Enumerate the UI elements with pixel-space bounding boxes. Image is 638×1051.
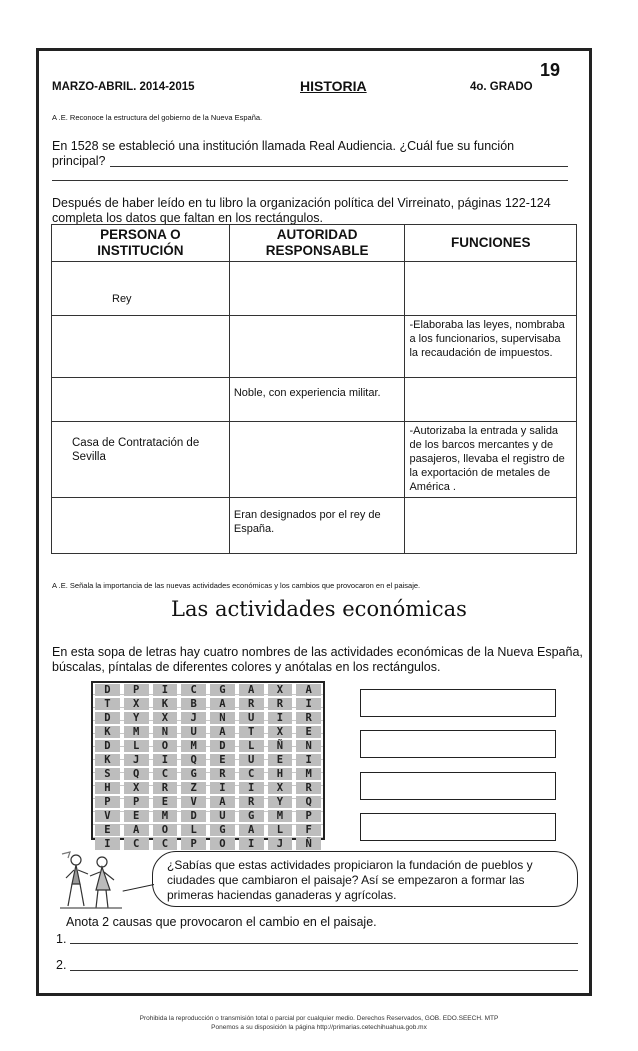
sopa-instructions-line1: En esta sopa de letras hay cuatro nombres de las actividades económicas de la Nueva España, xyxy=(52,645,583,659)
word-search-cell[interactable]: P xyxy=(296,810,321,822)
word-search-cell[interactable]: T xyxy=(239,726,264,738)
subject-title: HISTORIA xyxy=(300,78,367,94)
word-search-cell[interactable]: R xyxy=(268,698,293,710)
table-cell xyxy=(405,316,577,378)
word-search-cell[interactable]: E xyxy=(296,726,321,738)
word-search-cell[interactable]: Ñ xyxy=(268,740,293,752)
word-search-cell[interactable]: E xyxy=(153,796,178,808)
word-search-cell[interactable]: V xyxy=(181,796,206,808)
cause-1-number: 1. xyxy=(56,932,67,946)
word-search-cell[interactable]: D xyxy=(210,740,235,752)
cause-1-line[interactable] xyxy=(70,943,578,944)
word-search-cell[interactable]: Y xyxy=(268,796,293,808)
word-search-cell[interactable]: A xyxy=(124,824,149,836)
header-autoridad-line2: RESPONSABLE xyxy=(265,243,369,258)
word-search-cell[interactable]: V xyxy=(95,810,120,822)
word-search-cell[interactable]: I xyxy=(268,712,293,724)
header-funciones-line1: FUNCIONES xyxy=(450,235,531,250)
word-search-cell[interactable]: D xyxy=(95,712,120,724)
word-search-cell[interactable]: U xyxy=(210,810,235,822)
word-search-cell[interactable]: I xyxy=(153,684,178,696)
header-autoridad-line1: AUTORIDAD xyxy=(276,227,358,242)
word-search-cell[interactable]: X xyxy=(268,782,293,794)
word-search-cell[interactable]: L xyxy=(268,824,293,836)
word-search-cell[interactable]: L xyxy=(124,740,149,752)
word-search-cell[interactable]: E xyxy=(268,754,293,766)
instructions-line1: Después de haber leído en tu libro la organización política del Virreinato, páginas 122-124 xyxy=(52,196,551,210)
word-search-cell[interactable]: I xyxy=(210,782,235,794)
table-cell xyxy=(229,498,405,554)
word-search-cell[interactable]: I xyxy=(296,754,321,766)
table-cell[interactable] xyxy=(52,316,230,378)
word-search-cell[interactable]: C xyxy=(181,684,206,696)
word-search-cell[interactable]: I xyxy=(153,754,178,766)
word-search-cell[interactable]: R xyxy=(153,782,178,794)
word-search-cell[interactable]: A xyxy=(210,698,235,710)
cell-noble: Noble, con experiencia militar. xyxy=(233,387,381,399)
learning-outcome-1: A .E. Reconoce la estructura del gobierno de la Nueva España. xyxy=(52,113,263,122)
footer-line1: Prohibida la reproducción o transmisión total o parcial por cualquier medio. Derechos Reservados, GOB. EDO.SEECH. MTP xyxy=(139,1015,499,1022)
word-search-cell[interactable]: L xyxy=(181,824,206,836)
word-search-cell[interactable]: J xyxy=(268,838,293,850)
word-search-cell[interactable]: C xyxy=(153,838,178,850)
word-search-cell[interactable]: L xyxy=(239,740,264,752)
word-search-cell[interactable]: Q xyxy=(181,754,206,766)
table-cell[interactable] xyxy=(52,378,230,422)
word-search-cell[interactable]: X xyxy=(268,684,293,696)
word-search-cell[interactable]: J xyxy=(181,712,206,724)
header-persona-line1: PERSONA O xyxy=(100,227,181,242)
word-search-cell[interactable]: C xyxy=(153,768,178,780)
word-search-cell[interactable]: D xyxy=(95,684,120,696)
word-search-cell[interactable]: P xyxy=(124,684,149,696)
word-search-cell[interactable]: A xyxy=(210,796,235,808)
word-search-cell[interactable]: G xyxy=(210,684,235,696)
header-autoridad xyxy=(229,225,405,262)
speech-bubble xyxy=(152,851,578,907)
table-cell[interactable] xyxy=(52,498,230,554)
word-search-cell[interactable]: Q xyxy=(124,768,149,780)
word-search-cell[interactable]: Y xyxy=(124,712,149,724)
grade-label: 4o. GRADO xyxy=(470,81,533,93)
word-search-cell[interactable]: X xyxy=(153,712,178,724)
word-search-cell[interactable]: C xyxy=(124,838,149,850)
word-search-cell[interactable]: M xyxy=(268,810,293,822)
header-persona-line2: INSTITUCIÓN xyxy=(97,243,184,258)
word-search-cell[interactable]: N xyxy=(296,740,321,752)
word-search-cell[interactable]: R xyxy=(296,782,321,794)
answer-line-1[interactable] xyxy=(110,166,568,167)
word-search-cell[interactable]: C xyxy=(239,768,264,780)
word-search-cell[interactable]: U xyxy=(181,726,206,738)
section-title: Las actividades económicas xyxy=(171,597,467,621)
cell-casa-contratacion: Casa de Contratación de Sevilla xyxy=(72,437,200,463)
word-search-cell[interactable]: R xyxy=(210,768,235,780)
word-search-cell[interactable]: A xyxy=(296,684,321,696)
word-search-cell[interactable]: O xyxy=(153,824,178,836)
question-1-line1: En 1528 se estableció una institución llamada Real Audiencia. ¿Cuál fue su función xyxy=(52,139,515,153)
word-search-cell[interactable]: N xyxy=(210,712,235,724)
header-persona xyxy=(52,225,230,262)
word-search-cell[interactable]: Z xyxy=(181,782,206,794)
word-search-cell[interactable]: M xyxy=(181,740,206,752)
learning-outcome-2: A .E. Señala la importancia de las nuevas actividades económicas y los cambios que provocaron en el paisaje. xyxy=(52,581,421,590)
word-search-cell[interactable]: R xyxy=(239,698,264,710)
word-search-cell[interactable]: H xyxy=(268,768,293,780)
bubble-line1: ¿Sabías que estas actividades propiciaron la fundación de pueblos y xyxy=(167,858,533,872)
word-search-grid[interactable] xyxy=(91,681,325,850)
instructions-line2: completa los datos que faltan en los rectángulos. xyxy=(52,211,324,225)
table-cell xyxy=(229,378,405,422)
word-search-cell[interactable]: S xyxy=(95,768,120,780)
word-search-cell[interactable]: A xyxy=(239,824,264,836)
word-search-cell[interactable]: T xyxy=(95,698,120,710)
table-cell[interactable] xyxy=(405,378,577,422)
answer-box-4[interactable] xyxy=(360,813,556,841)
answer-box-3[interactable] xyxy=(360,772,556,800)
answer-box-1[interactable] xyxy=(360,689,556,717)
colonial-figures-illustration xyxy=(58,850,124,912)
footer-line2: Ponemos a su disposición la página http://primarias.cetechihuahua.gob.mx xyxy=(211,1024,427,1031)
word-search-cell[interactable]: D xyxy=(181,810,206,822)
period-label: MARZO-ABRIL. 2014-2015 xyxy=(52,81,195,93)
word-search-cell[interactable]: I xyxy=(95,838,120,850)
word-search-cell[interactable]: O xyxy=(210,838,235,850)
bubble-line3: primeras haciendas ganaderas y agrícolas. xyxy=(167,888,397,902)
word-search-cell[interactable]: G xyxy=(181,768,206,780)
word-search-cell[interactable]: X xyxy=(124,698,149,710)
word-search-cell[interactable]: E xyxy=(210,754,235,766)
word-search-cell[interactable]: G xyxy=(239,810,264,822)
header-funciones xyxy=(405,225,577,262)
word-search-cell[interactable]: X xyxy=(124,782,149,794)
word-search-cell[interactable]: M xyxy=(153,810,178,822)
word-search-cell[interactable]: Q xyxy=(296,796,321,808)
word-search-cell[interactable]: X xyxy=(268,726,293,738)
word-search-cell[interactable]: K xyxy=(95,726,120,738)
cause-2-number: 2. xyxy=(56,958,67,972)
word-search-cell[interactable]: H xyxy=(95,782,120,794)
cause-2-line[interactable] xyxy=(70,970,578,971)
cell-function-alcalde: -Elaboraba las leyes, nombraba a los funcionarios, supervisaba la recaudación de impuestos. xyxy=(409,319,565,359)
word-search-cell[interactable]: Ñ xyxy=(296,838,321,850)
word-search-cell[interactable]: U xyxy=(239,754,264,766)
word-search-cell[interactable]: P xyxy=(181,838,206,850)
table-cell[interactable] xyxy=(229,262,405,316)
word-search-cell[interactable]: I xyxy=(239,782,264,794)
table-cell[interactable] xyxy=(405,262,577,316)
cell-rey: Rey xyxy=(112,293,132,305)
word-search-cell[interactable]: E xyxy=(95,824,120,836)
word-search-cell[interactable]: M xyxy=(124,726,149,738)
cell-function-casa: -Autorizaba la entrada y salida de los barcos mercantes y de pasajeros, llevaba el registro de la exportación de metales de América . xyxy=(409,425,565,493)
causes-prompt: Anota 2 causas que provocaron el cambio en el paisaje. xyxy=(66,915,377,929)
table-cell xyxy=(405,422,577,498)
page-number: 19 xyxy=(540,60,561,80)
word-search-cell[interactable]: A xyxy=(210,726,235,738)
word-search-cell[interactable]: M xyxy=(296,768,321,780)
word-search-cell[interactable]: E xyxy=(124,810,149,822)
word-search-cell[interactable]: K xyxy=(153,698,178,710)
word-search-cell[interactable]: O xyxy=(153,740,178,752)
answer-line-2[interactable] xyxy=(52,180,568,181)
government-table xyxy=(51,224,577,554)
word-search-cell[interactable]: N xyxy=(153,726,178,738)
sopa-instructions-line2: búscalas, píntalas de diferentes colores y anótalas en los rectángulos. xyxy=(52,660,441,674)
table-cell[interactable] xyxy=(229,316,405,378)
word-search-cell[interactable]: A xyxy=(239,684,264,696)
word-search-cell[interactable]: G xyxy=(210,824,235,836)
answer-box-2[interactable] xyxy=(360,730,556,758)
bubble-line2: ciudades que cambiaron el paisaje? Así se empezaron a formar las xyxy=(167,873,525,887)
word-search-cell[interactable]: I xyxy=(296,698,321,710)
word-search-cell[interactable]: P xyxy=(95,796,120,808)
word-search-cell[interactable]: F xyxy=(296,824,321,836)
word-search-cell[interactable]: R xyxy=(296,712,321,724)
question-1-line2: principal? xyxy=(52,154,106,168)
word-search-cell[interactable]: R xyxy=(239,796,264,808)
table-cell xyxy=(52,422,230,498)
word-search-cell[interactable]: I xyxy=(239,838,264,850)
word-search-cell[interactable]: D xyxy=(95,740,120,752)
table-cell[interactable] xyxy=(52,262,230,316)
word-search-cell[interactable]: U xyxy=(239,712,264,724)
cell-designados: Eran designados por el rey de España. xyxy=(233,509,381,535)
table-cell[interactable] xyxy=(405,498,577,554)
table-cell[interactable] xyxy=(229,422,405,498)
word-search-cell[interactable]: B xyxy=(181,698,206,710)
word-search-cell[interactable]: J xyxy=(124,754,149,766)
word-search-cell[interactable]: P xyxy=(124,796,149,808)
word-search-cell[interactable]: K xyxy=(95,754,120,766)
